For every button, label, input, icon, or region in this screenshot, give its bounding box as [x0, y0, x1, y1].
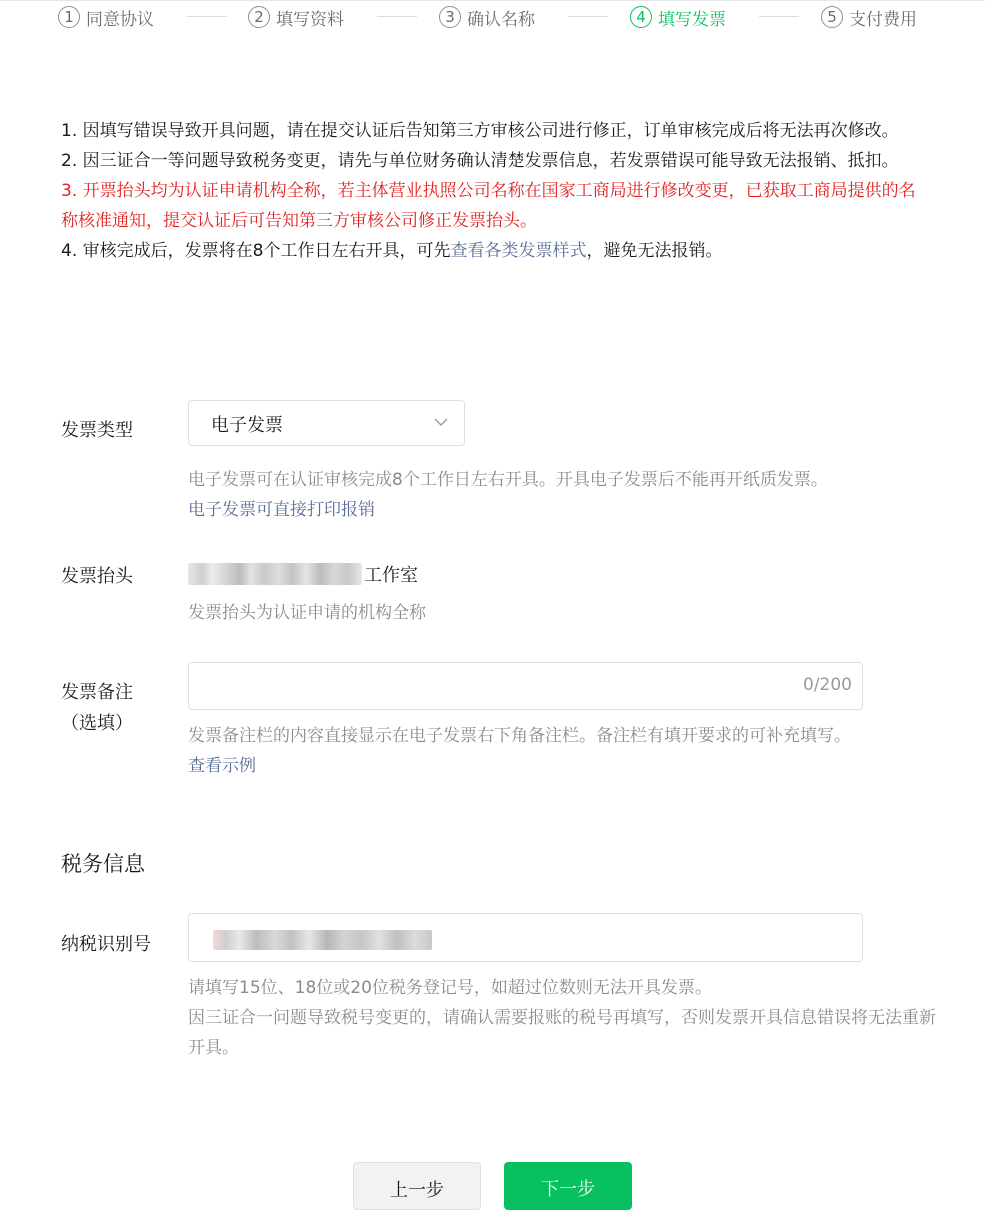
invoice-remark-input[interactable] — [188, 662, 863, 710]
notice-item-3-warning: 3. 开票抬头均为认证申请机构全称，若主体营业执照公司名称在国家工商局进行修改变更，已获取工商局提供的名称核准通知，提交认证后可告知第三方审核公司修正发票抬头。 — [61, 181, 916, 231]
step-number: 5 — [821, 6, 843, 28]
step-connector — [759, 16, 799, 17]
tax-section-title: 税务信息 — [61, 852, 145, 876]
invoice-type-hint — [188, 465, 948, 525]
tax-id-hint — [188, 973, 948, 1063]
step-number: 4 — [630, 6, 652, 28]
prev-step-button[interactable]: 上一步 — [353, 1162, 481, 1210]
step-number: 1 — [58, 6, 80, 28]
notice-item-2: 2. 因三证合一等问题导致税务变更，请先与单位财务确认清楚发票信息，若发票错误可能导致无法报销、抵扣。 — [61, 151, 899, 171]
invoice-title-label: 发票抬头 — [61, 566, 133, 587]
invoice-title-hint: 发票抬头为认证申请的机构全称 — [188, 603, 426, 623]
tax-id-label: 纳税识别号 — [61, 934, 151, 955]
step-label: 填写资料 — [276, 9, 344, 30]
invoice-type-value: 电子发票 — [211, 415, 283, 436]
notice-item-1: 1. 因填写错误导致开具问题，请在提交认证后告知第三方审核公司进行修正，订单审核完成后将无法再次修改。 — [61, 121, 899, 141]
tax-id-input[interactable] — [188, 913, 863, 962]
invoice-type-hint-text: 电子发票可在认证审核完成8个工作日左右开具。开具电子发票后不能再开纸质发票。 — [188, 470, 828, 490]
redacted-tax-id — [213, 930, 432, 950]
view-invoice-samples-link[interactable]: 查看各类发票样式 — [450, 241, 587, 261]
step-label: 填写发票 — [658, 9, 726, 30]
notice-item-4-text: 4. 审核完成后，发票将在8个工作日左右开具，可先 — [61, 241, 451, 261]
progress-steps — [0, 0, 985, 36]
invoice-title-value — [188, 560, 418, 588]
invoice-type-select[interactable] — [188, 400, 465, 446]
optional-tag: （选填） — [61, 713, 133, 734]
tax-id-hint-1: 请填写15位、18位或20位税务登记号，如超过位数则无法开具发票。 — [188, 978, 712, 998]
step-number: 3 — [439, 6, 461, 28]
step-connector — [377, 16, 417, 17]
step-pay — [821, 4, 917, 30]
step-connector — [568, 16, 608, 17]
invoice-remark-hint-text: 发票备注栏的内容直接显示在电子发票右下角备注栏。备注栏有填开要求的可补充填写。 — [188, 726, 851, 746]
step-agree — [58, 4, 154, 30]
chevron-down-icon — [432, 413, 450, 431]
tax-id-hint-2: 因三证合一问题导致税号变更的，请确认需要报账的税号再填写，否则发票开具信息错误将无法重新开具。 — [188, 1008, 936, 1058]
next-step-button[interactable]: 下一步 — [504, 1162, 632, 1210]
step-number: 2 — [248, 6, 270, 28]
invoice-remark-label: 发票备注 — [61, 682, 133, 703]
invoice-remark-hint — [188, 721, 948, 781]
step-confirm-name — [439, 4, 535, 30]
notice-item-4-suffix: ，避免无法报销。 — [586, 241, 723, 261]
invoice-type-label: 发票类型 — [61, 420, 133, 441]
invoice-title-suffix: 工作室 — [364, 565, 418, 586]
step-connector — [187, 16, 227, 17]
invoice-notice — [61, 116, 931, 266]
step-label: 确认名称 — [467, 9, 535, 30]
char-counter: 0/200 — [803, 675, 852, 695]
notice-item-4 — [61, 236, 931, 266]
step-fill-info — [248, 4, 344, 30]
step-label: 同意协议 — [86, 9, 154, 30]
view-example-link[interactable]: 查看示例 — [188, 756, 256, 776]
redacted-organization-name — [188, 563, 362, 585]
step-fill-invoice — [630, 4, 726, 30]
step-label: 支付费用 — [849, 9, 917, 30]
print-invoice-link[interactable]: 电子发票可直接打印报销 — [188, 500, 375, 520]
